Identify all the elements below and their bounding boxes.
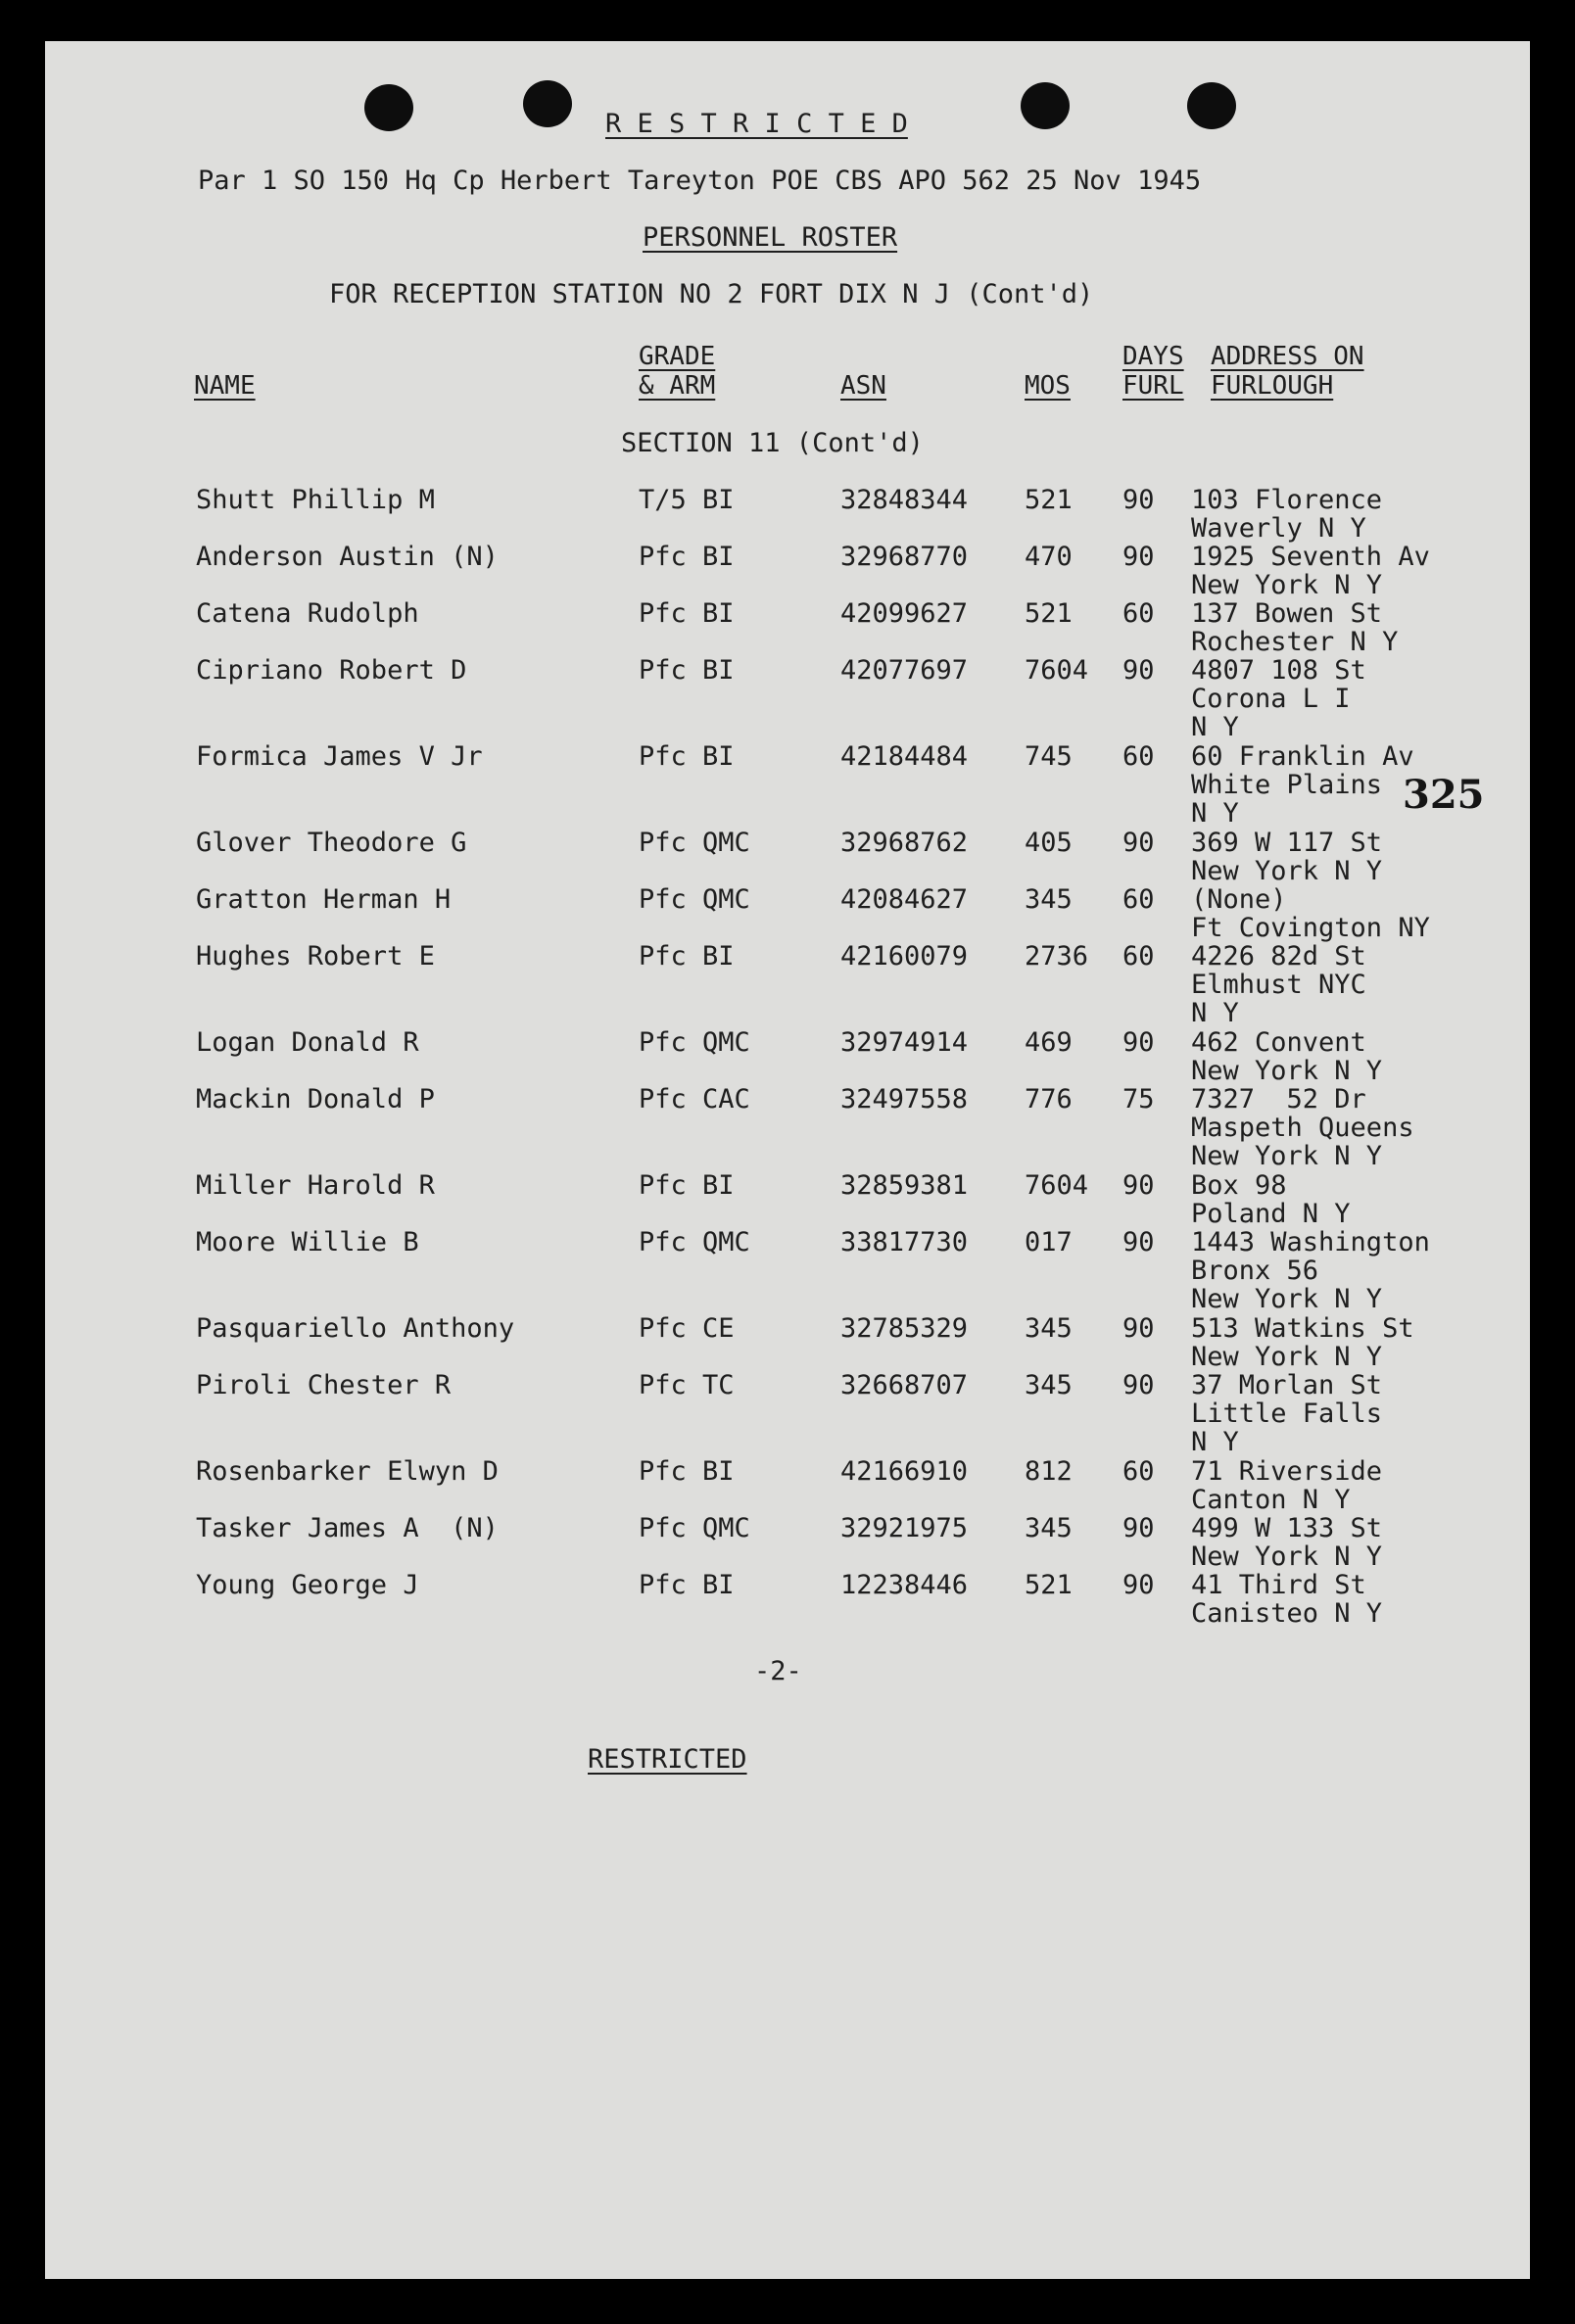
column-header-address: ADDRESS ON <box>1211 342 1364 371</box>
row-mos: 2736 <box>1025 941 1089 972</box>
row-asn: 42184484 <box>840 741 969 772</box>
row-address-line: Rochester N Y <box>1191 627 1399 657</box>
row-days-furl: 60 <box>1122 941 1155 972</box>
row-asn: 33817730 <box>840 1227 969 1257</box>
row-days-furl: 90 <box>1122 1513 1155 1543</box>
row-address-line: New York N Y <box>1191 1056 1383 1086</box>
row-name: Glover Theodore G <box>196 828 467 858</box>
row-grade-arm: Pfc QMC <box>639 1513 750 1543</box>
row-days-furl: 90 <box>1122 542 1155 572</box>
row-mos: 405 <box>1025 828 1073 858</box>
row-days-furl: 90 <box>1122 1370 1155 1400</box>
row-asn: 32497558 <box>840 1084 969 1115</box>
row-days-furl: 90 <box>1122 828 1155 858</box>
row-days-furl: 60 <box>1122 1456 1155 1487</box>
row-asn: 42166910 <box>840 1456 969 1487</box>
row-address-line: New York N Y <box>1191 1284 1383 1314</box>
row-mos: 7604 <box>1025 655 1089 686</box>
column-header-furlough: FURLOUGH <box>1211 371 1334 401</box>
row-days-furl: 90 <box>1122 485 1155 515</box>
row-grade-arm: Pfc BI <box>639 1570 735 1600</box>
column-header-asn: ASN <box>840 371 886 401</box>
column-header-arm: & ARM <box>639 371 716 401</box>
row-address-line: Poland N Y <box>1191 1199 1351 1229</box>
row-mos: 521 <box>1025 598 1073 629</box>
row-name: Pasquariello Anthony <box>196 1313 515 1344</box>
row-address-line: N Y <box>1191 998 1239 1028</box>
row-address-line: 462 Convent <box>1191 1027 1366 1058</box>
row-days-furl: 60 <box>1122 741 1155 772</box>
row-grade-arm: Pfc QMC <box>639 828 750 858</box>
row-grade-arm: Pfc BI <box>639 1456 735 1487</box>
row-asn: 32668707 <box>840 1370 969 1400</box>
punch-hole <box>523 80 572 127</box>
row-asn: 32968762 <box>840 828 969 858</box>
row-address-line: Canton N Y <box>1191 1485 1351 1515</box>
row-days-furl: 90 <box>1122 1170 1155 1201</box>
page-number: -2- <box>754 1656 802 1686</box>
row-asn: 32785329 <box>840 1313 969 1344</box>
row-address-line: New York N Y <box>1191 856 1383 886</box>
row-days-furl: 90 <box>1122 1313 1155 1344</box>
punch-hole <box>364 84 413 131</box>
punch-hole <box>1187 82 1236 129</box>
row-grade-arm: T/5 BI <box>639 485 735 515</box>
row-name: Shutt Phillip M <box>196 485 435 515</box>
row-address-line: 1925 Seventh Av <box>1191 542 1430 572</box>
row-grade-arm: Pfc BI <box>639 598 735 629</box>
row-mos: 521 <box>1025 485 1073 515</box>
row-name: Piroli Chester R <box>196 1370 452 1400</box>
document-page <box>45 41 1530 2279</box>
row-days-furl: 90 <box>1122 655 1155 686</box>
punch-hole <box>1021 82 1070 129</box>
row-address-line: 103 Florence <box>1191 485 1383 515</box>
row-grade-arm: Pfc BI <box>639 741 735 772</box>
row-address-line: N Y <box>1191 712 1239 742</box>
row-grade-arm: Pfc CE <box>639 1313 735 1344</box>
row-mos: 745 <box>1025 741 1073 772</box>
row-name: Tasker James A (N) <box>196 1513 499 1543</box>
row-mos: 345 <box>1025 1513 1073 1543</box>
row-name: Cipriano Robert D <box>196 655 467 686</box>
row-address-line: New York N Y <box>1191 1541 1383 1572</box>
row-address-line: New York N Y <box>1191 1342 1383 1372</box>
row-address-line: Ft Covington NY <box>1191 913 1430 943</box>
row-address-line: 137 Bowen St <box>1191 598 1383 629</box>
row-grade-arm: Pfc CAC <box>639 1084 750 1115</box>
row-mos: 345 <box>1025 1370 1073 1400</box>
column-header-name: NAME <box>194 371 256 401</box>
row-mos: 470 <box>1025 542 1073 572</box>
row-mos: 345 <box>1025 884 1073 915</box>
row-name: Hughes Robert E <box>196 941 435 972</box>
document-title: PERSONNEL ROSTER <box>643 222 898 253</box>
classification-header: R E S T R I C T E D <box>605 109 908 139</box>
classification-footer: RESTRICTED <box>588 1744 747 1775</box>
row-asn: 42099627 <box>840 598 969 629</box>
row-grade-arm: Pfc BI <box>639 542 735 572</box>
row-address-line: Bronx 56 <box>1191 1256 1319 1286</box>
row-mos: 812 <box>1025 1456 1073 1487</box>
row-address-line: N Y <box>1191 1427 1239 1457</box>
handwritten-page-stamp: 325 <box>1403 772 1485 818</box>
row-name: Gratton Herman H <box>196 884 452 915</box>
row-asn: 42077697 <box>840 655 969 686</box>
row-name: Catena Rudolph <box>196 598 419 629</box>
row-address-line: 1443 Washington <box>1191 1227 1430 1257</box>
row-asn: 42160079 <box>840 941 969 972</box>
row-mos: 017 <box>1025 1227 1073 1257</box>
row-mos: 521 <box>1025 1570 1073 1600</box>
row-address-line: Box 98 <box>1191 1170 1287 1201</box>
row-address-line: 37 Morlan St <box>1191 1370 1383 1400</box>
row-mos: 776 <box>1025 1084 1073 1115</box>
row-name: Moore Willie B <box>196 1227 419 1257</box>
row-asn: 32848344 <box>840 485 969 515</box>
row-grade-arm: Pfc QMC <box>639 1227 750 1257</box>
row-asn: 32974914 <box>840 1027 969 1058</box>
column-header-mos: MOS <box>1025 371 1071 401</box>
row-address-line: 513 Watkins St <box>1191 1313 1414 1344</box>
row-address-line: Maspeth Queens <box>1191 1113 1414 1143</box>
row-address-line: New York N Y <box>1191 570 1383 600</box>
section-label: SECTION 11 (Cont'd) <box>621 428 924 458</box>
row-address-line: 4807 108 St <box>1191 655 1366 686</box>
row-name: Anderson Austin (N) <box>196 542 499 572</box>
row-days-furl: 90 <box>1122 1227 1155 1257</box>
row-days-furl: 75 <box>1122 1084 1155 1115</box>
row-asn: 12238446 <box>840 1570 969 1600</box>
row-name: Young George J <box>196 1570 419 1600</box>
row-name: Miller Harold R <box>196 1170 435 1201</box>
row-address-line: Canisteo N Y <box>1191 1598 1383 1629</box>
row-address-line: 7327 52 Dr <box>1191 1084 1366 1115</box>
row-mos: 345 <box>1025 1313 1073 1344</box>
row-address-line: 4226 82d St <box>1191 941 1366 972</box>
row-address-line: White Plains <box>1191 770 1383 800</box>
row-days-furl: 60 <box>1122 598 1155 629</box>
row-grade-arm: Pfc BI <box>639 655 735 686</box>
row-grade-arm: Pfc QMC <box>639 1027 750 1058</box>
row-asn: 32921975 <box>840 1513 969 1543</box>
column-header-furl: FURL <box>1122 371 1184 401</box>
row-days-furl: 60 <box>1122 884 1155 915</box>
row-grade-arm: Pfc BI <box>639 941 735 972</box>
row-grade-arm: Pfc BI <box>639 1170 735 1201</box>
row-asn: 42084627 <box>840 884 969 915</box>
row-address-line: N Y <box>1191 798 1239 829</box>
row-address-line: 60 Franklin Av <box>1191 741 1414 772</box>
row-name: Mackin Donald P <box>196 1084 435 1115</box>
row-address-line: 499 W 133 St <box>1191 1513 1383 1543</box>
row-mos: 469 <box>1025 1027 1073 1058</box>
row-address-line: 71 Riverside <box>1191 1456 1383 1487</box>
row-address-line: Little Falls <box>1191 1399 1383 1429</box>
column-header-grade: GRADE <box>639 342 716 371</box>
column-header-days: DAYS <box>1122 342 1184 371</box>
row-address-line: Corona L I <box>1191 684 1351 714</box>
row-name: Rosenbarker Elwyn D <box>196 1456 499 1487</box>
row-address-line: 369 W 117 St <box>1191 828 1383 858</box>
row-grade-arm: Pfc TC <box>639 1370 735 1400</box>
row-address-line: 41 Third St <box>1191 1570 1366 1600</box>
document-subtitle: FOR RECEPTION STATION NO 2 FORT DIX N J (Cont'd) <box>329 279 1094 309</box>
row-address-line: Waverly N Y <box>1191 513 1366 544</box>
row-name: Formica James V Jr <box>196 741 483 772</box>
row-address-line: New York N Y <box>1191 1141 1383 1171</box>
row-mos: 7604 <box>1025 1170 1089 1201</box>
row-name: Logan Donald R <box>196 1027 419 1058</box>
row-days-furl: 90 <box>1122 1027 1155 1058</box>
row-asn: 32859381 <box>840 1170 969 1201</box>
row-days-furl: 90 <box>1122 1570 1155 1600</box>
row-asn: 32968770 <box>840 542 969 572</box>
row-grade-arm: Pfc QMC <box>639 884 750 915</box>
row-address-line: (None) <box>1191 884 1287 915</box>
row-address-line: Elmhust NYC <box>1191 970 1366 1000</box>
order-line: Par 1 SO 150 Hq Cp Herbert Tareyton POE CBS APO 562 25 Nov 1945 <box>198 166 1202 196</box>
